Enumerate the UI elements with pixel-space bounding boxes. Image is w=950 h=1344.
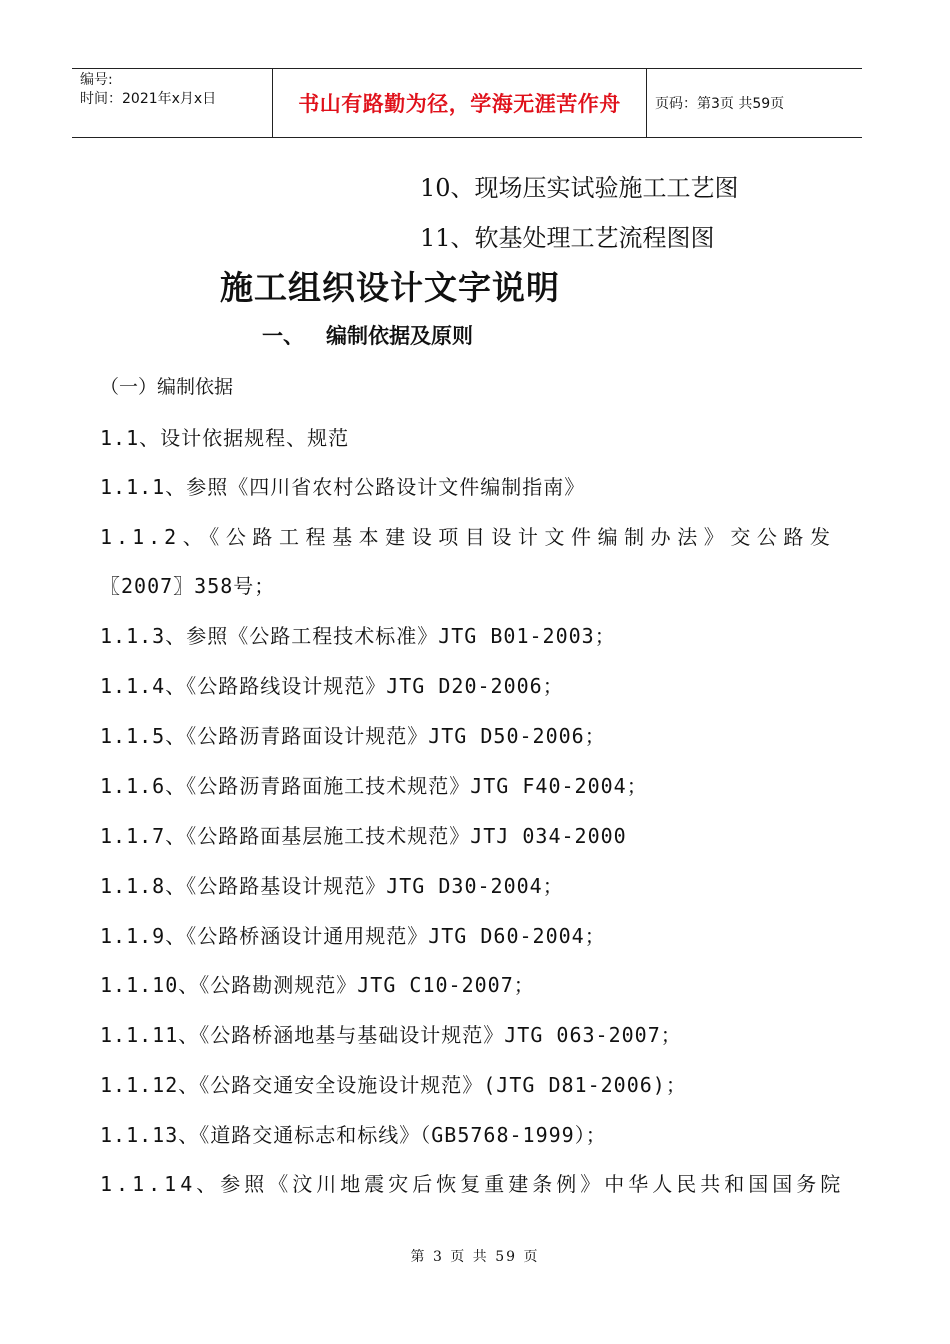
body-line: 1.1.4、《公路路线设计规范》JTG D20-2006； (100, 674, 564, 698)
body-line: 1.1.9、《公路桥涵设计通用规范》JTG D60-2004； (100, 924, 606, 948)
body-line: 1.1.14、参照《汶川地震灾后恢复重建条例》中华人民共和国国务院 (100, 1172, 845, 1196)
header-motto: 书山有路勤为径，学海无涯苦作舟 (273, 69, 647, 137)
body-line: 1.1.11、《公路桥涵地基与基础设计规范》JTG 063-2007； (100, 1023, 682, 1047)
subsection-heading: （一）编制依据 (100, 376, 234, 398)
body-line: 1.1.12、《公路交通安全设施设计规范》(JTG D81-2006)； (100, 1073, 687, 1097)
toc-item: 10、现场压实试验施工工艺图 (420, 174, 739, 202)
body-line: 1.1.6、《公路沥青路面施工技术规范》JTG F40-2004； (100, 774, 648, 798)
header-page-info: 页码：第3页 共59页 (655, 96, 785, 112)
body-line: 1.1.10、《公路勘测规范》JTG C10-2007； (100, 973, 535, 997)
page-footer: 第 3 页 共 59 页 (410, 1249, 540, 1265)
body-line: 1.1.5、《公路沥青路面设计规范》JTG D50-2006； (100, 724, 606, 748)
page-header (72, 68, 862, 138)
body-line: 〖2007〗358号； (100, 574, 276, 598)
body-line: 1.1.3、参照《公路工程技术标准》JTG B01-2003； (100, 624, 616, 648)
section-title: 编制依据及原则 (326, 324, 473, 348)
body-line: 1.1.1、参照《四川省农村公路设计文件编制指南》 (100, 475, 586, 499)
header-meta (72, 69, 273, 137)
toc-item: 11、软基处理工艺流程图图 (420, 224, 715, 252)
time-label: 时间：2021年x月x日 (80, 91, 217, 107)
body-line: 1.1.13、《道路交通标志和标线》（GB5768-1999）； (100, 1123, 607, 1147)
section-number: 一、 (262, 324, 304, 348)
number-label: 编号: (80, 72, 113, 88)
section-heading (262, 320, 473, 350)
main-title: 施工组织设计文字说明 (220, 268, 560, 307)
body-line: 1.1.2、《公路工程基本建设项目设计文件编制办法》交公路发 (100, 525, 834, 549)
body-line: 1.1、设计依据规程、规范 (100, 426, 350, 450)
body-line: 1.1.7、《公路路面基层施工技术规范》JTJ 034-2000 (100, 824, 627, 848)
body-line: 1.1.8、《公路路基设计规范》JTG D30-2004； (100, 874, 564, 898)
